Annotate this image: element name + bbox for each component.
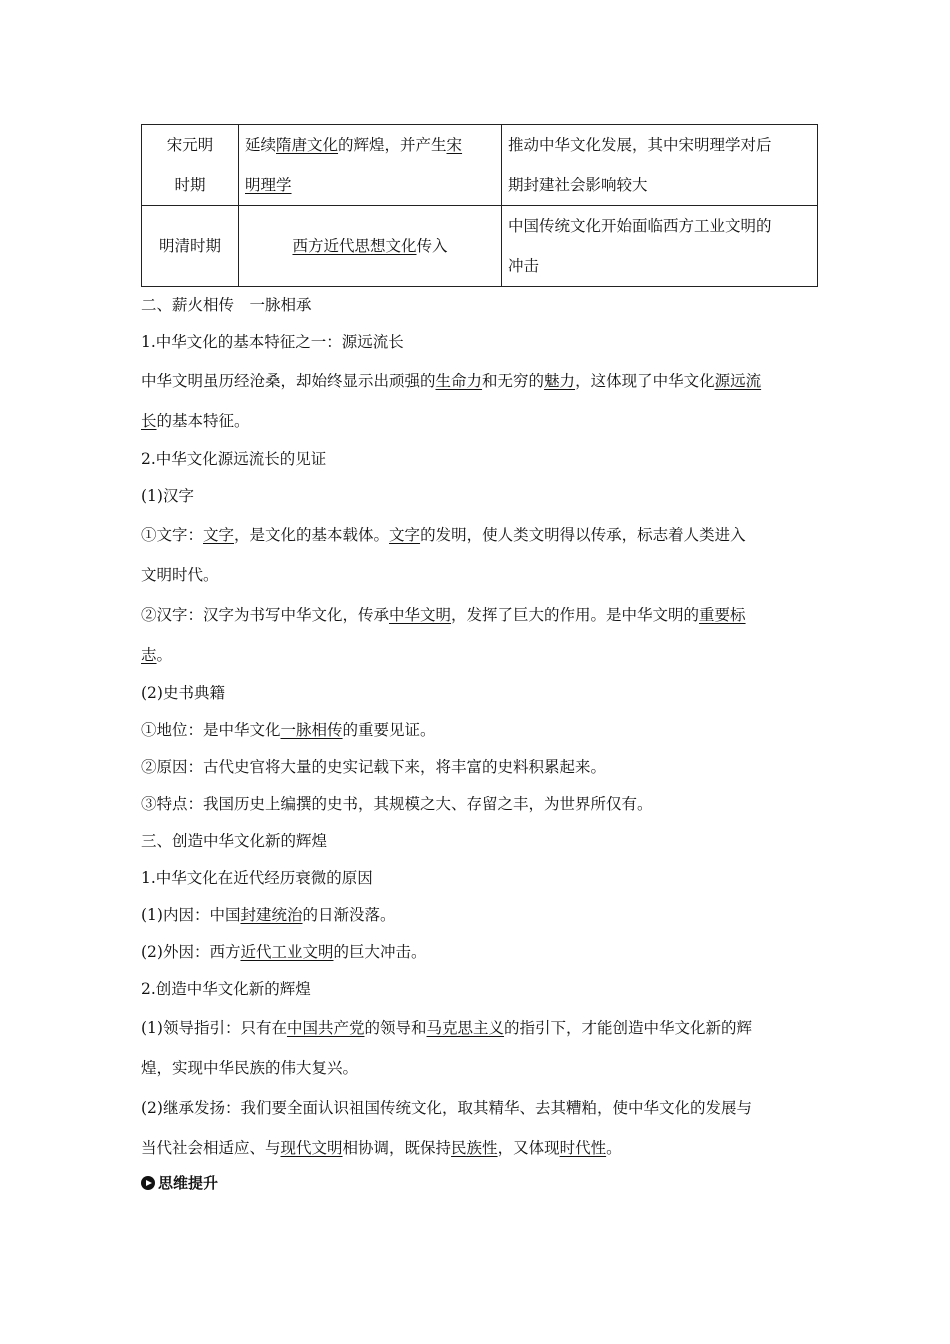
think-heading (141, 1168, 811, 1198)
text: ①地位：是中华文化 (141, 721, 281, 739)
text: 的基本特征。 (156, 412, 250, 430)
underlined-term: 马克思主义 (426, 1019, 505, 1037)
underlined-term: 封建统治 (240, 906, 303, 924)
text: ，发挥了巨大的作用。是中华文明的 (451, 606, 700, 624)
document-page (141, 124, 811, 1198)
text: ②汉字：汉字为书写中华文化，传承 (141, 606, 390, 624)
paragraph (141, 1008, 811, 1088)
section-title: 二、薪火相传 一脉相承 (141, 296, 312, 314)
text: 。 (606, 1139, 622, 1157)
underlined-term: 一脉相传 (280, 721, 343, 739)
underlined-term: 时代性 (559, 1139, 607, 1157)
text: ，这体现了中华文化 (575, 372, 715, 390)
text: 中华文明虽历经沧桑，却始终显示出顽强的 (141, 372, 436, 390)
period-label: 宋元明 (166, 136, 214, 154)
underlined-term: 民族性 (451, 1139, 498, 1157)
period-label: 明清时期 (158, 237, 221, 255)
text: (1)内因：中国 (141, 906, 241, 924)
paragraph: ②原因：古代史官将大量的史实记载下来，将丰富的史料积累起来。 (141, 758, 607, 776)
text: (2)继承发扬：我们要全面认识祖国传统文化，取其精华、去其糟粕，使中华文化的发展与 (141, 1099, 752, 1117)
underlined-term: 现代文明 (280, 1139, 343, 1157)
period-cell (142, 125, 239, 206)
text: 的辉煌，并产生 (338, 136, 447, 154)
text: ①文字： (141, 526, 204, 544)
content-cell (239, 206, 502, 287)
underlined-term: 生命力 (435, 372, 483, 390)
underlined-term: 隋唐文化 (276, 136, 339, 154)
text: (1)领导指引：只有在 (141, 1019, 287, 1037)
text: 期封建社会影响较大 (508, 176, 648, 194)
text: ，是文化的基本载体。 (234, 526, 390, 544)
underlined-term: 宋 (446, 136, 463, 154)
subsection-title: 2.中华文化源远流长的见证 (141, 450, 327, 468)
item-heading: (1)汉字 (141, 487, 194, 505)
paragraph (141, 897, 811, 934)
underlined-term: 魅力 (544, 372, 576, 390)
text: 冲击 (508, 257, 540, 275)
impact-cell (502, 206, 818, 287)
paragraph (141, 515, 811, 595)
text: 。 (156, 646, 173, 664)
subsection-title: 2.创造中华文化新的辉煌 (141, 980, 311, 998)
text: 传入 (416, 237, 448, 255)
paragraph (141, 361, 811, 441)
underlined-term: 重要标 (699, 606, 746, 624)
underlined-term: 近代工业文明 (240, 943, 334, 961)
paragraph (141, 595, 811, 675)
text: 的指引下，才能创造中华文化新的辉 (504, 1019, 753, 1037)
play-circle-icon (141, 1176, 155, 1190)
text: 当代社会相适应、与 (141, 1139, 281, 1157)
text: 的巨大冲击。 (333, 943, 427, 961)
text: ，又体现 (497, 1139, 560, 1157)
content-cell (239, 125, 502, 206)
text: 延续 (245, 136, 277, 154)
underlined-term: 西方近代思想文化 (292, 237, 417, 255)
period-cell (142, 206, 239, 287)
text: 的发明，使人类文明得以传承，标志着人类进入 (420, 526, 746, 544)
text: 和无穷的 (482, 372, 545, 390)
text: (2)外因：西方 (141, 943, 241, 961)
underlined-term: 文字 (203, 526, 235, 544)
underlined-term: 志 (141, 646, 157, 664)
underlined-term: 文字 (389, 526, 421, 544)
underlined-term: 明理学 (245, 176, 292, 194)
underlined-term: 中国共产党 (286, 1019, 365, 1037)
text: 的重要见证。 (342, 721, 436, 739)
text: 中国传统文化开始面临西方工业文明的 (508, 217, 772, 235)
impact-cell (502, 125, 818, 206)
period-table (141, 124, 818, 287)
paragraph (141, 712, 811, 749)
text: 的日渐没落。 (302, 906, 396, 924)
item-heading: (2)史书典籍 (141, 684, 225, 702)
period-label: 时期 (174, 176, 206, 194)
paragraph: ③特点：我国历史上编撰的史书，其规模之大、存留之丰，为世界所仅有。 (141, 795, 653, 813)
paragraph (141, 934, 811, 971)
text: 相协调，既保持 (342, 1139, 452, 1157)
text: 的领导和 (364, 1019, 427, 1037)
think-label: 思维提升 (158, 1174, 219, 1192)
underlined-term: 中华文明 (389, 606, 452, 624)
text: 煌，实现中华民族的伟大复兴。 (141, 1059, 359, 1077)
table-row (142, 125, 818, 206)
subsection-title: 1.中华文化在近代经历衰微的原因 (141, 869, 373, 887)
subsection-title: 1.中华文化的基本特征之一：源远流长 (141, 333, 404, 351)
underlined-term: 源远流 (714, 372, 762, 390)
text: 推动中华文化发展，其中宋明理学对后 (508, 136, 772, 154)
section-title: 三、创造中华文化新的辉煌 (141, 832, 328, 850)
text: 文明时代。 (141, 566, 219, 584)
paragraph (141, 1088, 811, 1168)
underlined-term: 长 (141, 412, 157, 430)
table-row (142, 206, 818, 287)
